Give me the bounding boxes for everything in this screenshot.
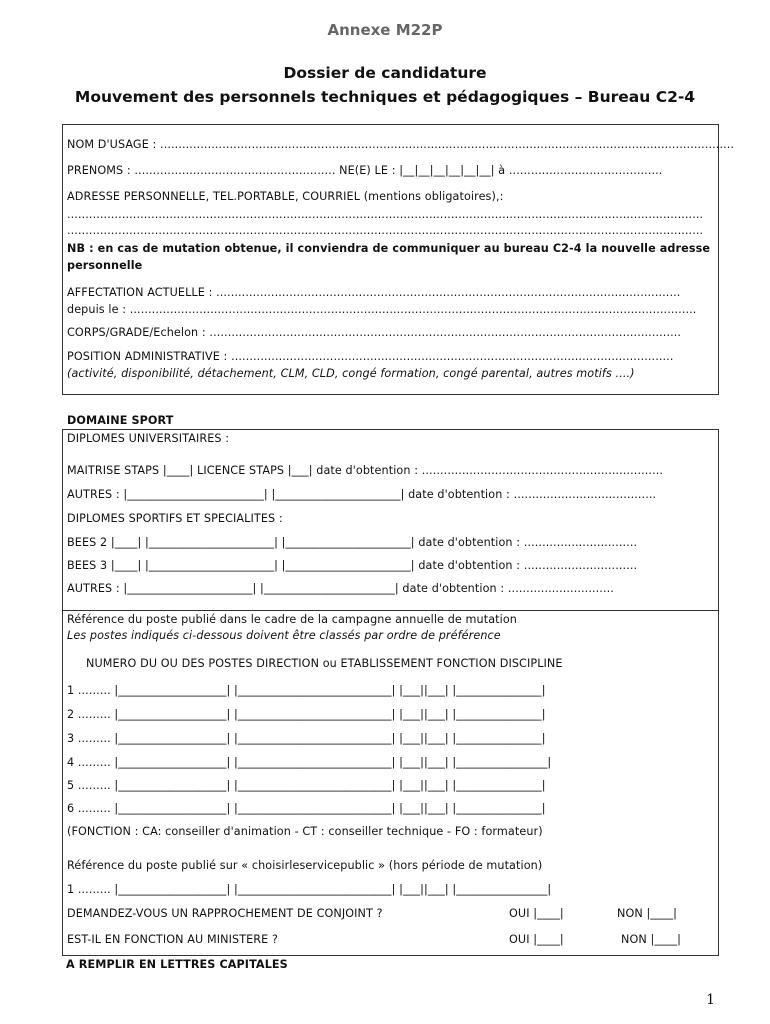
autres-diplomes-sportifs-field[interactable]: AUTRES : |______________________| |_______________________| date d'obtention : .............................: [67, 582, 614, 595]
poste-row-4[interactable]: 4 ......... |___________________| |___________________________| |___||___| |________________|: [67, 756, 552, 769]
autres-diplomes-univ-field[interactable]: AUTRES : |________________________| |______________________| date d'obtention : .......................................: [67, 488, 657, 501]
nb-note-cont: personnelle: [67, 259, 143, 272]
ministere-oui-box[interactable]: OUI |____|: [509, 933, 564, 946]
ministere-non-box[interactable]: NON |____|: [621, 933, 682, 946]
poste-row-1[interactable]: 1 ......... |___________________| |___________________________| |___||___| |_______________|: [67, 684, 546, 697]
nb-note: NB : en cas de mutation obtenue, il conviendra de communiquer au bureau C2-4 la nouvelle adresse: [67, 242, 711, 255]
bees3-field[interactable]: BEES 3 |____| |______________________| |______________________| date d'obtention : ...............................: [67, 559, 638, 572]
diplomes-sportifs-label: DIPLOMES SPORTIFS ET SPECIALITES :: [67, 512, 283, 525]
annex-label: Annexe M22P: [327, 21, 443, 39]
rapprochement-question: DEMANDEZ-VOUS UN RAPPROCHEMENT DE CONJOINT ?: [67, 907, 383, 920]
document-subtitle: Mouvement des personnels techniques et pédagogiques – Bureau C2-4: [74, 88, 696, 106]
rapprochement-non-box[interactable]: NON |____|: [617, 907, 678, 920]
depuis-field[interactable]: depuis le : ...........................................................................................................................................................: [67, 303, 697, 316]
bees2-field[interactable]: BEES 2 |____| |______________________| |______________________| date d'obtention : ...............................: [67, 536, 638, 549]
document-title: Dossier de candidature: [283, 64, 487, 82]
capitales-notice: A REMPLIR EN LETTRES CAPITALES: [66, 958, 288, 971]
fonction-legend: (FONCTION : CA: conseiller d'animation - CT : conseiller technique - FO : formateur): [67, 825, 543, 838]
nom-usage-field[interactable]: NOM D'USAGE : .............................................................................................................................................................: [67, 138, 735, 151]
postes-table-headers: NUMERO DU OU DES POSTES DIRECTION ou ETABLISSEMENT FONCTION DISCIPLINE: [86, 657, 563, 670]
poste-row-extra[interactable]: 1 ......... |___________________| |___________________________| |___||___| |________________|: [67, 883, 552, 896]
ref-poste-note: Les postes indiqués ci-dessous doivent être classés par ordre de préférence: [67, 629, 501, 642]
maitrise-licence-field[interactable]: MAITRISE STAPS |____| LICENCE STAPS |___| date d'obtention : ..................................................................: [67, 464, 664, 477]
position-admin-field[interactable]: POSITION ADMINISTRATIVE : .........................................................................................................................: [67, 350, 674, 363]
poste-row-6[interactable]: 6 ......... |___________________| |___________________________| |___||___| |_______________|: [67, 802, 546, 815]
section-divider: [62, 610, 718, 611]
adresse-line-1[interactable]: ..............................................................................................................................................................................: [67, 208, 704, 221]
adresse-line-2[interactable]: ..............................................................................................................................................................................: [67, 224, 704, 237]
adresse-label: ADRESSE PERSONNELLE, TEL.PORTABLE, COURRIEL (mentions obligatoires),:: [67, 190, 504, 203]
ministere-question: EST-IL EN FONCTION AU MINISTERE ?: [67, 933, 279, 946]
position-admin-note: (activité, disponibilité, détachement, CLM, CLD, congé formation, congé parental, autres motifs ....): [67, 367, 635, 380]
ref-poste-choisir: Référence du poste publié sur « choisirleservicepublic » (hors période de mutation): [67, 859, 543, 872]
page-number: 1: [706, 992, 715, 1008]
poste-row-3[interactable]: 3 ......... |___________________| |___________________________| |___||___| |_______________|: [67, 732, 546, 745]
diplomes-univ-label: DIPLOMES UNIVERSITAIRES :: [67, 432, 230, 445]
affectation-field[interactable]: AFFECTATION ACTUELLE : ...............................................................................................................................: [67, 286, 681, 299]
prenoms-field[interactable]: PRENOMS : ....................................................... NE(E) LE : |__|__|__|__|__|__| à ..........................................: [67, 164, 663, 177]
domaine-sport-label: DOMAINE SPORT: [67, 414, 174, 427]
poste-row-5[interactable]: 5 ......... |___________________| |___________________________| |___||___| |_______________|: [67, 779, 546, 792]
corps-grade-field[interactable]: CORPS/GRADE/Echelon : .................................................................................................................................: [67, 326, 682, 339]
ref-poste-campagne: Référence du poste publié dans le cadre de la campagne annuelle de mutation: [67, 613, 517, 626]
rapprochement-oui-box[interactable]: OUI |____|: [509, 907, 564, 920]
poste-row-2[interactable]: 2 ......... |___________________| |___________________________| |___||___| |_______________|: [67, 708, 546, 721]
